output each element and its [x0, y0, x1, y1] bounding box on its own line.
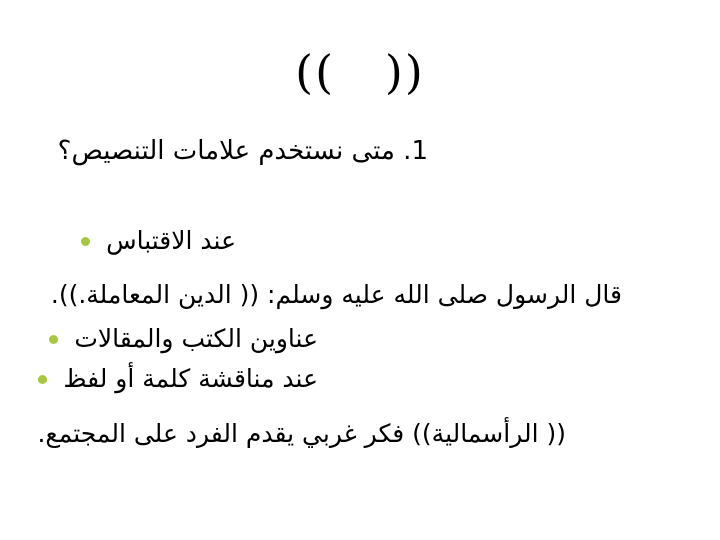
bullet-item-label: عند مناقشة كلمة أو لفظ — [63, 364, 318, 393]
example-hadith: قال الرسول صلى الله عليه وسلم: (( الدين المعاملة.)). — [50, 280, 622, 309]
bullet-dot-icon — [38, 375, 47, 384]
bullet-item-quotation — [81, 224, 236, 258]
bullet-item-term-discussion — [38, 362, 318, 396]
bullet-item-label: عند الاقتباس — [106, 226, 236, 255]
bullet-dot-icon — [49, 335, 58, 344]
slide-title: (( )) — [295, 45, 425, 99]
bullet-dot-icon — [81, 237, 90, 246]
bullet-item-label: عناوين الكتب والمقالات — [74, 324, 318, 353]
bullet-item-titles — [49, 322, 318, 356]
slide-heading: 1. متى نستخدم علامات التنصيص؟ — [57, 136, 428, 166]
example-capitalism: (( الرأسمالية)) فكر غربي يقدم الفرد على المجتمع. — [37, 419, 566, 448]
